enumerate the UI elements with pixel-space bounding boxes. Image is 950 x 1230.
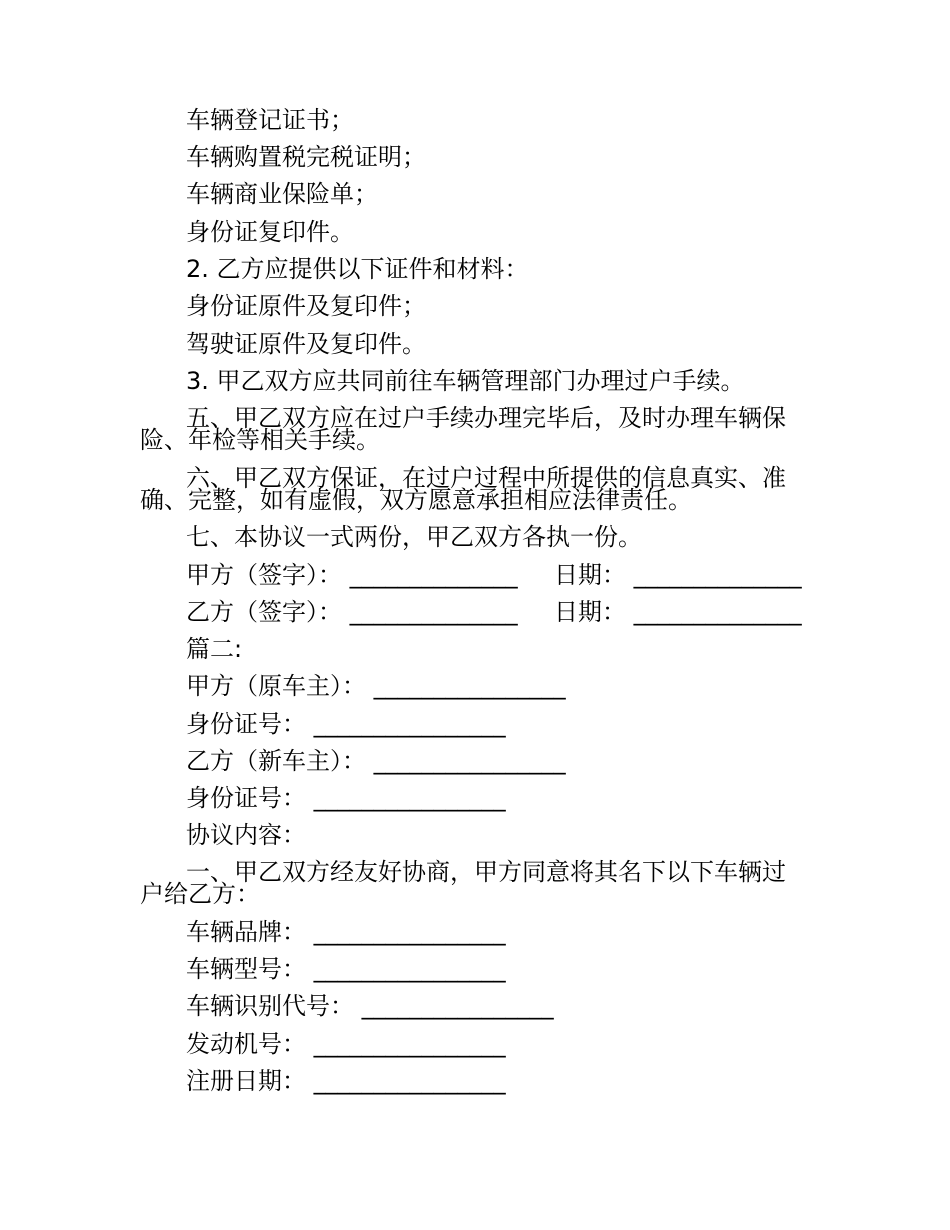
date-blank: ______________ — [633, 561, 802, 589]
field-blank: ________________ — [313, 955, 506, 983]
clause-seven: 七、本协议一式两份，甲乙双方各执一份。 — [186, 523, 642, 551]
field-label: 车辆品牌： — [186, 918, 306, 946]
field-blank: ________________ — [313, 784, 506, 812]
vehicle-model-field — [186, 954, 506, 984]
date-blank: ______________ — [633, 598, 802, 626]
field-blank: ________________ — [373, 747, 566, 775]
field-blank: ________________ — [313, 1067, 506, 1095]
party-label: 甲方（签字）： — [186, 561, 342, 589]
id-b-field — [186, 783, 506, 813]
party-label: 乙方（签字）： — [186, 598, 342, 626]
field-blank: ________________ — [373, 672, 566, 700]
id-a-field — [186, 709, 506, 739]
body-line: 车辆登记证书； — [186, 106, 354, 134]
registration-date-field — [186, 1066, 506, 1096]
clause-one-line-2: 户给乙方： — [140, 880, 260, 908]
field-label: 身份证号： — [186, 784, 306, 812]
engine-number-field — [186, 1029, 506, 1059]
clause-five-line-1: 五、甲乙双方应在过户手续办理完毕后，及时办理车辆保 — [186, 404, 786, 432]
field-label: 发动机号： — [186, 1030, 306, 1058]
signature-blank: ______________ — [349, 598, 518, 626]
field-blank: ________________ — [313, 918, 506, 946]
date-label: 日期： — [554, 598, 626, 626]
signature-row-a — [186, 560, 518, 590]
field-blank: ________________ — [313, 710, 506, 738]
field-label: 车辆识别代号： — [186, 992, 354, 1020]
body-line: 身份证原件及复印件； — [186, 292, 426, 320]
party-a-field — [186, 671, 566, 701]
clause-six-line-1: 六、甲乙双方保证，在过户过程中所提供的信息真实、准 — [186, 464, 786, 492]
date-label: 日期： — [554, 561, 626, 589]
body-line: 车辆购置税完税证明； — [186, 143, 426, 171]
field-blank: ________________ — [313, 1030, 506, 1058]
signature-row-b — [186, 597, 518, 627]
date-row-b — [554, 597, 802, 627]
party-b-field — [186, 746, 566, 776]
content-heading: 协议内容： — [186, 821, 306, 849]
clause-one-line-1: 一、甲乙双方经友好协商，甲方同意将其名下以下车辆过 — [186, 858, 786, 886]
signature-blank: ______________ — [349, 561, 518, 589]
vehicle-brand-field — [186, 917, 506, 947]
field-label: 注册日期： — [186, 1067, 306, 1095]
field-blank: ________________ — [361, 992, 554, 1020]
body-line: 车辆商业保险单； — [186, 180, 378, 208]
field-label: 车辆型号： — [186, 955, 306, 983]
body-line: 身份证复印件。 — [186, 218, 354, 246]
section-title: 篇二: — [186, 635, 243, 663]
body-line: 2. 乙方应提供以下证件和材料： — [186, 255, 529, 283]
clause-five-line-2: 险、年检等相关手续。 — [140, 426, 380, 454]
date-row-a — [554, 560, 802, 590]
clause-six-line-2: 确、完整，如有虚假，双方愿意承担相应法律责任。 — [140, 486, 692, 514]
field-label: 身份证号： — [186, 710, 306, 738]
body-line: 3. 甲乙双方应共同前往车辆管理部门办理过户手续。 — [186, 367, 745, 395]
body-line: 驾驶证原件及复印件。 — [186, 330, 426, 358]
vin-field — [186, 991, 554, 1021]
field-label: 甲方（原车主）： — [186, 672, 366, 700]
field-label: 乙方（新车主）： — [186, 747, 366, 775]
